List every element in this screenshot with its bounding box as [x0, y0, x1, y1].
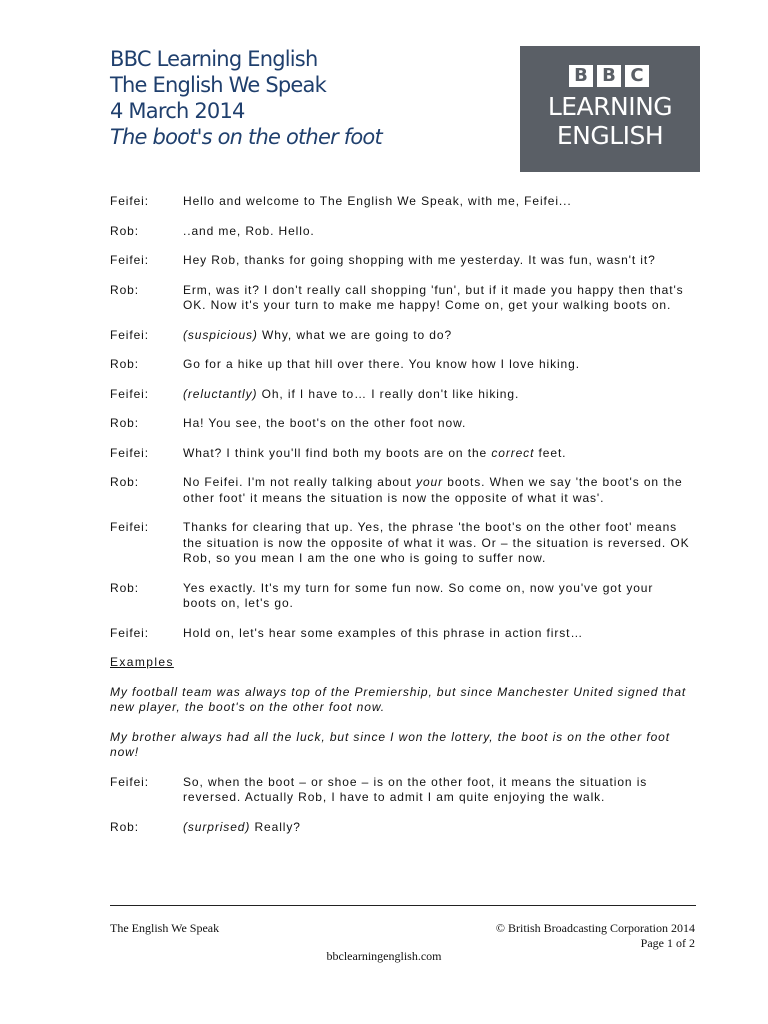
speech-text: [183, 626, 690, 642]
speaker-name: Feifei:: [110, 445, 149, 460]
speech-text: [183, 194, 690, 210]
dialogue-line: [110, 626, 690, 642]
speaker-name: Feifei:: [110, 386, 149, 401]
speech-text: [183, 253, 690, 269]
speaker-name: Rob:: [110, 416, 139, 430]
speaker-name: Feifei:: [110, 774, 149, 789]
dialogue-line: [110, 581, 690, 612]
dialogue-line: [110, 253, 690, 269]
speech-fragment: Hold on, let's hear some examples of this phrase in action first…: [183, 625, 584, 640]
document-header: [110, 46, 530, 150]
footer-divider: [110, 905, 696, 906]
speaker-name: Feifei:: [110, 520, 149, 534]
speech-fragment: Hey Rob, thanks for going shopping with me yesterday. It was fun, wasn't it?: [183, 253, 656, 267]
speech-text: [183, 328, 690, 344]
speech-fragment: (reluctantly): [183, 386, 258, 401]
speech-text: [183, 446, 690, 462]
dialogue-line: [110, 775, 690, 806]
dialogue-line: [110, 283, 690, 314]
speech-text: [183, 283, 690, 314]
speech-fragment: feet.: [534, 445, 567, 460]
speech-fragment: Ha! You see, the boot's on the other foot now.: [183, 416, 467, 430]
speech-text: [183, 357, 690, 373]
speech-text: [183, 387, 690, 403]
speech-fragment: Really?: [250, 819, 301, 834]
speech-text: [183, 581, 690, 612]
speech-fragment: Go for a hike up that hill over there. You know how I love hiking.: [183, 357, 580, 371]
speech-text: [183, 224, 690, 240]
examples-heading: Examples: [110, 655, 174, 669]
header-date: 4 March 2014: [110, 99, 245, 123]
dialogue-line: [110, 387, 690, 403]
header-episode-title: The boot's on the other foot: [110, 125, 382, 149]
speech-fragment: Thanks for clearing that up. Yes, the phrase 'the boot's on the other foot' means the situation is now the opposite of what it was. Or – the situation is reversed. OK Rob, so you mean I am the one who is going to suffer now.: [183, 520, 690, 565]
speech-fragment: No Feifei. I'm not really talking about: [183, 475, 417, 489]
transcript: [110, 194, 690, 849]
speech-text: [183, 820, 690, 836]
speaker-name: Rob:: [110, 223, 139, 238]
speech-fragment: your: [416, 475, 444, 489]
dialogue-line: [110, 820, 690, 836]
footer-site: bbclearningenglish.com: [326, 949, 442, 963]
bbc-block: B: [597, 65, 621, 87]
dialogue-line: [110, 328, 690, 344]
bbc-learning-english-logo: [520, 46, 700, 172]
dialogue-main: [110, 194, 690, 641]
footer-copyright: © British Broadcasting Corporation 2014: [495, 921, 695, 935]
speech-fragment: (surprised): [183, 819, 251, 834]
speech-text: [183, 475, 690, 506]
example-sentence: My brother always had all the luck, but since I won the lottery, the boot is on the other foot now!: [110, 729, 670, 759]
speech-text: [183, 775, 690, 806]
dialogue-closing: [110, 775, 690, 836]
speaker-name: Feifei:: [110, 253, 149, 267]
logo-learning: LEARNING: [547, 92, 673, 121]
dialogue-line: [110, 475, 690, 506]
footer-series: The English We Speak: [110, 921, 220, 935]
speech-fragment: Erm, was it? I don't really call shopping 'fun', but if it made you happy then that's OK. Now it's your turn to make me happy! Come on, get your walking boots on.: [183, 282, 684, 312]
footer-page-number: Page 1 of 2: [640, 936, 695, 950]
speech-fragment: ..and me, Rob. Hello.: [183, 223, 315, 238]
speech-text: [183, 416, 690, 432]
speaker-name: Rob:: [110, 580, 139, 595]
dialogue-line: [110, 446, 690, 462]
dialogue-line: [110, 194, 690, 210]
speech-fragment: (suspicious): [183, 327, 258, 342]
speaker-name: Rob:: [110, 282, 139, 297]
dialogue-line: [110, 416, 690, 432]
speech-text: [183, 520, 690, 567]
bbc-block: B: [569, 65, 593, 87]
speaker-name: Rob:: [110, 475, 139, 489]
header-series: The English We Speak: [110, 73, 326, 97]
speaker-name: Rob:: [110, 819, 139, 834]
speech-fragment: Yes exactly. It's my turn for some fun now. So come on, now you've got your boots on, let's go.: [183, 580, 654, 610]
speaker-name: Feifei:: [110, 327, 149, 342]
speech-fragment: So, when the boot – or shoe – is on the other foot, it means the situation is reversed. Actually Rob, I have to admit I am quite enjoying the walk.: [183, 774, 648, 804]
speech-fragment: Hello and welcome to The English We Speak, with me, Feifei...: [183, 194, 572, 208]
speech-fragment: Oh, if I have to… I really don't like hiking.: [257, 386, 520, 401]
footer-info: [496, 921, 695, 951]
header-brand: BBC Learning English: [110, 47, 318, 71]
dialogue-line: [110, 357, 690, 373]
speech-fragment: boots. When we say 'the boot's on the other foot' it means the situation is now the opposite of what it was'.: [183, 475, 683, 505]
speech-fragment: Why, what we are going to do?: [257, 327, 453, 342]
dialogue-line: [110, 520, 690, 567]
speech-fragment: correct: [491, 445, 535, 460]
speaker-name: Rob:: [110, 357, 139, 371]
speaker-name: Feifei:: [110, 625, 149, 640]
bbc-block: C: [625, 65, 649, 87]
speaker-name: Feifei:: [110, 194, 149, 208]
example-sentence: My football team was always top of the Premiership, but since Manchester United signed that new player, the boot's on the other foot now.: [110, 684, 687, 714]
logo-english: ENGLISH: [556, 121, 664, 150]
bbc-blocks: [569, 65, 649, 87]
dialogue-line: [110, 224, 690, 240]
speech-fragment: What? I think you'll find both my boots are on the: [183, 445, 492, 460]
